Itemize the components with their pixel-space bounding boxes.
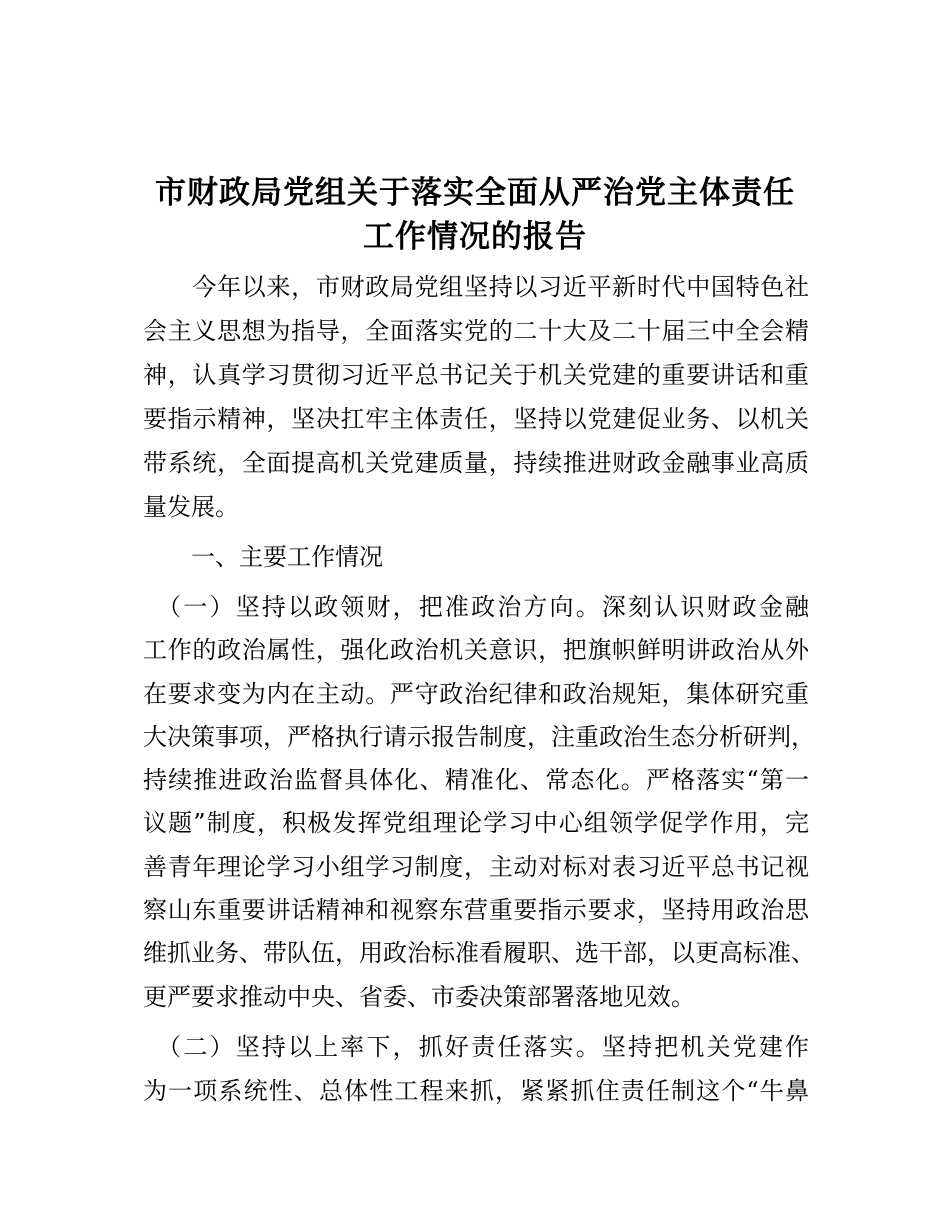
text-line: （一）坚持以政领财，把准政治方向。深刻认识财政金融	[143, 593, 809, 621]
text-line: 议题”制度，积极发挥党组理论学习中心组领学促学作用，完	[143, 809, 809, 838]
text-line: 更严要求推动中央、省委、市委决策部署落地见效。	[143, 982, 695, 1011]
text-line: 要指示精神，坚决扛牢主体责任，坚持以党建促业务、以机关	[143, 405, 809, 433]
document-title-line-1: 市财政局党组关于落实全面从严治党主体责任	[155, 175, 795, 211]
text-line: 带系统，全面提高机关党建质量，持续推进财政金融事业高质	[143, 449, 809, 477]
text-line: 今年以来，市财政局党组坚持以习近平新时代中国特色社	[143, 273, 809, 301]
paragraph-intro	[143, 265, 809, 529]
text-line: 在要求变为内在主动。严守政治纪律和政治规矩，集体研究重	[143, 679, 809, 708]
text-line: 工作的政治属性，强化政治机关意识，把旗帜鲜明讲政治从外	[143, 636, 809, 665]
paragraph-section-1	[143, 586, 815, 1019]
text-line: 持续推进政治监督具体化、精准化、常态化。严格落实“第一	[143, 766, 809, 795]
document-title-line-2: 工作情况的报告	[363, 219, 587, 255]
heading-text: 一、主要工作情况	[143, 543, 383, 571]
text-line: 大决策事项，严格执行请示报告制度，注重政治生态分析研判，	[143, 722, 815, 751]
text-line: 量发展。	[143, 493, 239, 521]
text-line: 为一项系统性、总体性工程来抓，紧紧抓住责任制这个“牛鼻	[143, 1077, 809, 1105]
section-heading-1	[143, 535, 809, 579]
text-line: 维抓业务、带队伍，用政治标准看履职、选干部，以更高标准、	[143, 939, 815, 968]
text-line: 善青年理论学习小组学习制度，主动对标对表习近平总书记视	[143, 852, 809, 881]
text-line: 会主义思想为指导，全面落实党的二十大及二十届三中全会精	[143, 317, 809, 345]
text-line: 神，认真学习贯彻习近平总书记关于机关党建的重要讲话和重	[143, 361, 809, 389]
paragraph-section-2	[143, 1025, 809, 1113]
text-line: （二）坚持以上率下，抓好责任落实。坚持把机关党建作	[143, 1033, 809, 1061]
text-line: 察山东重要讲话精神和视察东营重要指示要求，坚持用政治思	[143, 896, 809, 925]
